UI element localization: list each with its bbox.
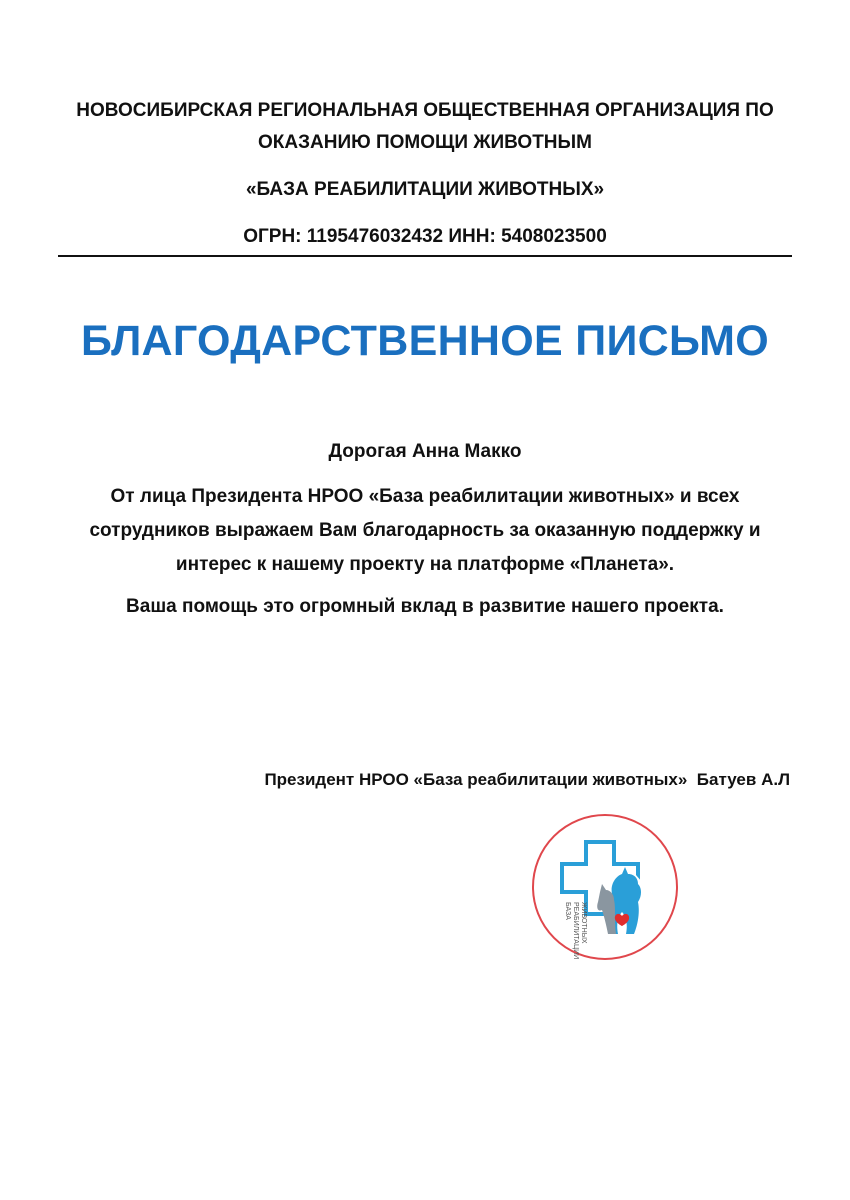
paragraph-1-line-3: интерес к нашему проекту на платформе «Планета». <box>175 554 675 575</box>
organization-seal <box>530 812 680 962</box>
letter-title: БЛАГОДАРСТВЕННОЕ ПИСЬМО <box>80 317 770 365</box>
seal-text-line-2: РЕАБИЛИТАЦИИ <box>572 902 579 960</box>
seal-text-line-1: БАЗА <box>564 902 571 920</box>
letter-paragraph-2: Ваша помощь это огромный вклад в развитие нашего проекта. <box>126 596 724 617</box>
seal-logo-icon <box>530 812 680 962</box>
paragraph-1-line-2: сотрудников выражаем Вам благодарность за оказанную поддержку и <box>89 520 761 541</box>
org-name-line-3: «БАЗА РЕАБИЛИТАЦИИ ЖИВОТНЫХ» <box>245 179 605 200</box>
org-name-line-1: НОВОСИБИРСКАЯ РЕГИОНАЛЬНАЯ ОБЩЕСТВЕННАЯ ОРГАНИЗАЦИЯ ПО <box>76 100 774 121</box>
signature-line: Президент НРОО «База реабилитации животных» Батуев А.Л <box>264 770 790 789</box>
header-divider <box>58 255 792 257</box>
org-name-line-2: ОКАЗАНИЮ ПОМОЩИ ЖИВОТНЫМ <box>258 132 592 153</box>
paragraph-1-line-1: От лица Президента НРОО «База реабилитации животных» и всех <box>110 486 740 507</box>
org-registration-ids: ОГРН: 1195476032432 ИНН: 5408023500 <box>243 226 607 247</box>
letter-paragraph-1 <box>40 480 810 582</box>
letter-greeting: Дорогая Анна Макко <box>328 441 522 462</box>
seal-pets-icon <box>597 867 641 934</box>
seal-text-line-3: ЖИВОТНЫХ <box>580 902 587 944</box>
